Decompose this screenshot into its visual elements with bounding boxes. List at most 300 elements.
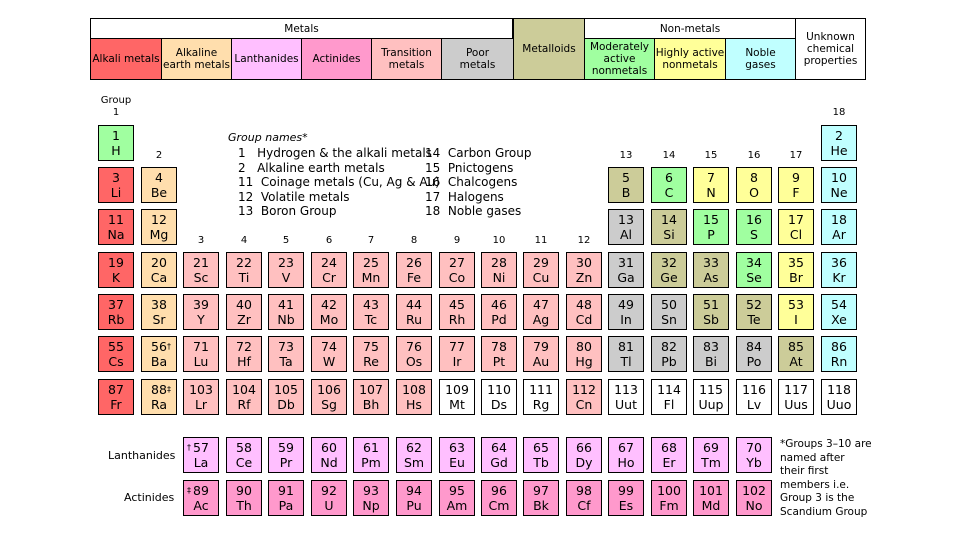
element-lr: [183, 379, 219, 415]
element-symbol: Tc: [364, 312, 378, 327]
element-symbol: Ba: [150, 354, 168, 369]
element-symbol: Ho: [617, 455, 635, 470]
group-name-entry: 12 Volatile metals: [238, 189, 350, 204]
group-name-entry: 13 Boron Group: [238, 204, 337, 218]
element-fm: [651, 480, 687, 516]
legend-unknown: [795, 18, 866, 80]
element-bk: [523, 480, 559, 516]
atomic-number: 37: [108, 297, 124, 312]
group-number-13: 13: [619, 150, 633, 161]
element-db: [268, 379, 304, 415]
element-as: [693, 252, 729, 288]
legend-highly-active-nonmetals: [654, 38, 726, 80]
element-symbol: Br: [789, 270, 803, 285]
element-symbol: Pm: [361, 455, 381, 470]
element-cl: [778, 209, 814, 245]
element-v: [268, 252, 304, 288]
atomic-number: 10: [831, 170, 847, 185]
atomic-number: 63: [449, 440, 465, 455]
element-fr: [98, 379, 134, 415]
element-symbol: Li: [110, 185, 122, 200]
atomic-number: 95: [449, 483, 465, 498]
element-sg: [311, 379, 347, 415]
element-symbol: Ce: [235, 455, 253, 470]
element-symbol: Uup: [698, 397, 724, 412]
atomic-number: 108: [402, 382, 426, 397]
element-zn: [566, 252, 602, 288]
element-symbol: Bk: [533, 498, 549, 513]
atomic-number: 48: [576, 297, 592, 312]
atomic-number: 104: [232, 382, 256, 397]
atomic-number: 12: [151, 212, 167, 227]
element-f: [778, 167, 814, 203]
atomic-number: 59: [278, 440, 294, 455]
element-symbol: Am: [446, 498, 468, 513]
legend-modnon-label: Moderately active nonmetals: [589, 41, 650, 77]
legend-metals-title: Metals: [284, 22, 319, 35]
legend-lanthanides-label: Lanthanides: [234, 53, 299, 65]
legend-lanthanides: [231, 38, 302, 80]
atomic-number: 98: [576, 483, 592, 498]
element-ge: [651, 252, 687, 288]
element-symbol: K: [111, 270, 121, 285]
atomic-number: 13: [618, 212, 634, 227]
element-symbol: At: [789, 354, 803, 369]
actinides-row-label: Actinides: [124, 491, 175, 504]
legend-alkali: [90, 38, 162, 80]
atomic-number: 7: [707, 170, 715, 185]
element-symbol: Ra: [150, 397, 168, 412]
element-tm: [693, 437, 729, 473]
legend-highnon-label: Highly active nonmetals: [655, 47, 725, 71]
atomic-number: 18: [831, 212, 847, 227]
atomic-number: 68: [661, 440, 677, 455]
element-in: [608, 294, 644, 330]
element-symbol: Ta: [279, 354, 293, 369]
element-symbol: Uut: [615, 397, 637, 412]
element-os: [396, 336, 432, 372]
element-symbol: I: [794, 312, 798, 327]
element-symbol: Cs: [108, 354, 124, 369]
element-symbol: Ti: [238, 270, 250, 285]
footnote: *Groups 3–10 are named after their first members i.e. Group 3 is the Scandium Group: [780, 438, 872, 518]
element-bi: [693, 336, 729, 372]
atomic-number: 71: [193, 339, 209, 354]
atomic-number: 109: [445, 382, 469, 397]
element-symbol: Rn: [830, 354, 848, 369]
atomic-number: 17: [788, 212, 804, 227]
legend-poor: [441, 38, 514, 80]
atomic-number: 91: [278, 483, 294, 498]
atomic-number: 117: [784, 382, 808, 397]
atomic-number: 76: [406, 339, 422, 354]
atomic-number: 90: [236, 483, 252, 498]
element-ti: [226, 252, 262, 288]
element-pr: [268, 437, 304, 473]
group-number-4: 4: [240, 235, 248, 246]
element-symbol: Ir: [452, 354, 462, 369]
atomic-number: 103: [189, 382, 213, 397]
group-number-3: 3: [197, 235, 205, 246]
group-name-entry: 14 Carbon Group: [425, 146, 532, 160]
atomic-number: 8: [750, 170, 758, 185]
atomic-number: 75: [363, 339, 379, 354]
element-cf: [566, 480, 602, 516]
atomic-number: 58: [236, 440, 252, 455]
element-symbol: Xe: [831, 312, 847, 327]
element-cr: [311, 252, 347, 288]
element-cd: [566, 294, 602, 330]
element-b: [608, 167, 644, 203]
atomic-number: 19: [108, 255, 124, 270]
group-number-5: 5: [282, 235, 290, 246]
legend-alkali-label: Alkali metals: [92, 53, 160, 65]
atomic-number: 82: [661, 339, 677, 354]
legend-unknown-label: Unknown chemical properties: [803, 31, 858, 67]
element-am: [439, 480, 475, 516]
atomic-number: 24: [321, 255, 337, 270]
element-u: [311, 480, 347, 516]
atomic-number: 2: [835, 128, 843, 143]
group-number-9: 9: [453, 235, 461, 246]
element-symbol: U: [324, 498, 334, 513]
element-symbol: Hf: [237, 354, 251, 369]
element-lu: [183, 336, 219, 372]
group-number-15: 15: [704, 150, 718, 161]
element-symbol: Nd: [320, 455, 338, 470]
footnote-marker: †: [167, 342, 171, 351]
element-symbol: Rb: [107, 312, 125, 327]
atomic-number: 45: [449, 297, 465, 312]
element-re: [353, 336, 389, 372]
atomic-number: 80: [576, 339, 592, 354]
atomic-number: 33: [703, 255, 719, 270]
atomic-number: 26: [406, 255, 422, 270]
footnote-marker: ‡: [187, 486, 191, 495]
atomic-number: 21: [193, 255, 209, 270]
element-eu: [439, 437, 475, 473]
atomic-number: 49: [618, 297, 634, 312]
element-symbol: Lu: [193, 354, 209, 369]
element-symbol: Tl: [620, 354, 632, 369]
element-symbol: N: [706, 185, 716, 200]
element-symbol: Rg: [532, 397, 550, 412]
element-ru: [396, 294, 432, 330]
atomic-number: 107: [359, 382, 383, 397]
atomic-number: 30: [576, 255, 592, 270]
element-symbol: Ds: [490, 397, 508, 412]
element-at: [778, 336, 814, 372]
element-w: [311, 336, 347, 372]
atomic-number: 56: [151, 339, 167, 354]
element-symbol: Kr: [832, 270, 846, 285]
legend-noble-label: Noble gases: [745, 47, 776, 71]
atomic-number: 1: [112, 128, 120, 143]
element-mn: [353, 252, 389, 288]
legend-nonmetals-header: [584, 18, 796, 39]
element-hf: [226, 336, 262, 372]
element-fl: [651, 379, 687, 415]
atomic-number: 86: [831, 339, 847, 354]
element-symbol: La: [193, 455, 209, 470]
element-symbol: Cf: [577, 498, 591, 513]
element-uus: [778, 379, 814, 415]
element-au: [523, 336, 559, 372]
atomic-number: 47: [533, 297, 549, 312]
element-symbol: Uuo: [826, 397, 852, 412]
element-be: [141, 167, 177, 203]
atomic-number: 53: [788, 297, 804, 312]
element-symbol: Cm: [488, 498, 510, 513]
atomic-number: 50: [661, 297, 677, 312]
element-hg: [566, 336, 602, 372]
element-symbol: Be: [150, 185, 168, 200]
atomic-number: 78: [491, 339, 507, 354]
atomic-number: 99: [618, 483, 634, 498]
element-symbol: V: [281, 270, 291, 285]
atomic-number: 70: [746, 440, 762, 455]
legend-actinides: [301, 38, 372, 80]
element-cm: [481, 480, 517, 516]
element-symbol: Sb: [703, 312, 719, 327]
group-number-6: 6: [325, 235, 333, 246]
element-symbol: Sc: [193, 270, 209, 285]
atomic-number: 93: [363, 483, 379, 498]
element-se: [736, 252, 772, 288]
legend-metalloids-label: Metalloids: [522, 43, 576, 55]
element-symbol: Cr: [322, 270, 336, 285]
legend-transition-label: Transition metals: [381, 47, 432, 71]
atomic-number: 85: [788, 339, 804, 354]
element-symbol: Hs: [406, 397, 422, 412]
legend-nonmetals-title: Non-metals: [659, 22, 721, 35]
element-symbol: Au: [532, 354, 550, 369]
element-xe: [821, 294, 857, 330]
atomic-number: 57: [193, 440, 209, 455]
footnote-marker: ‡: [167, 385, 171, 394]
atomic-number: 14: [661, 212, 677, 227]
atomic-number: 6: [665, 170, 673, 185]
element-symbol: In: [620, 312, 632, 327]
element-sn: [651, 294, 687, 330]
element-symbol: Eu: [449, 455, 465, 470]
atomic-number: 31: [618, 255, 634, 270]
element-symbol: Bi: [704, 354, 718, 369]
group-name-entry: 15 Pnictogens: [425, 160, 514, 175]
element-symbol: H: [111, 143, 121, 158]
footnote-marker: †: [187, 443, 191, 452]
element-symbol: Tm: [701, 455, 721, 470]
element-y: [183, 294, 219, 330]
element-symbol: Re: [363, 354, 379, 369]
element-symbol: Er: [662, 455, 676, 470]
element-ga: [608, 252, 644, 288]
atomic-number: 79: [533, 339, 549, 354]
atomic-number: 39: [193, 297, 209, 312]
element-symbol: Sg: [321, 397, 337, 412]
atomic-number: 73: [278, 339, 294, 354]
element-tb: [523, 437, 559, 473]
atomic-number: 43: [363, 297, 379, 312]
atomic-number: 77: [449, 339, 465, 354]
element-symbol: Bh: [362, 397, 380, 412]
element-symbol: Ac: [193, 498, 209, 513]
element-symbol: Fl: [663, 397, 675, 412]
atomic-number: 81: [618, 339, 634, 354]
element-pa: [268, 480, 304, 516]
element-symbol: Mo: [319, 312, 339, 327]
atomic-number: 54: [831, 297, 847, 312]
element-lv: [736, 379, 772, 415]
atomic-number: 9: [792, 170, 800, 185]
atomic-number: 46: [491, 297, 507, 312]
element-mg: [141, 209, 177, 245]
atomic-number: 52: [746, 297, 762, 312]
element-symbol: Ca: [150, 270, 168, 285]
element-p: [693, 209, 729, 245]
element-symbol: Te: [747, 312, 761, 327]
element-symbol: O: [749, 185, 759, 200]
group-name-entry: 18 Noble gases: [425, 204, 522, 218]
element-symbol: Hg: [575, 354, 593, 369]
element-pt: [481, 336, 517, 372]
element-fe: [396, 252, 432, 288]
atomic-number: 35: [788, 255, 804, 270]
element-symbol: Nb: [277, 312, 295, 327]
element-ac: [183, 480, 219, 516]
atomic-number: 101: [699, 483, 723, 498]
element-sr: [141, 294, 177, 330]
element-k: [98, 252, 134, 288]
element-cs: [98, 336, 134, 372]
atomic-number: 3: [112, 170, 120, 185]
element-br: [778, 252, 814, 288]
element-symbol: Yb: [746, 455, 762, 470]
element-symbol: Mn: [361, 270, 381, 285]
atomic-number: 32: [661, 255, 677, 270]
atomic-number: 60: [321, 440, 337, 455]
atomic-number: 16: [746, 212, 762, 227]
legend-poor-label: Poor metals: [459, 47, 496, 71]
element-symbol: Na: [107, 227, 125, 242]
element-symbol: Ru: [405, 312, 423, 327]
atomic-number: 23: [278, 255, 294, 270]
element-co: [439, 252, 475, 288]
atomic-number: 28: [491, 255, 507, 270]
element-symbol: S: [750, 227, 758, 242]
element-ra: [141, 379, 177, 415]
element-symbol: Np: [362, 498, 380, 513]
atomic-number: 106: [317, 382, 341, 397]
element-symbol: Co: [448, 270, 466, 285]
element-nb: [268, 294, 304, 330]
atomic-number: 72: [236, 339, 252, 354]
atomic-number: 11: [108, 212, 124, 227]
element-symbol: Zn: [575, 270, 593, 285]
element-pm: [353, 437, 389, 473]
element-symbol: Pa: [278, 498, 294, 513]
element-symbol: Db: [277, 397, 295, 412]
atomic-number: 100: [657, 483, 681, 498]
atomic-number: 22: [236, 255, 252, 270]
element-symbol: Fr: [110, 397, 122, 412]
atomic-number: 40: [236, 297, 252, 312]
element-dy: [566, 437, 602, 473]
element-tc: [353, 294, 389, 330]
element-symbol: Ni: [492, 270, 506, 285]
group-names-title: Group names*: [228, 131, 308, 144]
atomic-number: 36: [831, 255, 847, 270]
atomic-number: 102: [742, 483, 766, 498]
element-symbol: Fe: [406, 270, 422, 285]
element-symbol: Cn: [575, 397, 593, 412]
atomic-number: 87: [108, 382, 124, 397]
element-er: [651, 437, 687, 473]
element-symbol: Ar: [832, 227, 846, 242]
element-symbol: Th: [236, 498, 252, 513]
atomic-number: 44: [406, 297, 422, 312]
element-sc: [183, 252, 219, 288]
element-es: [608, 480, 644, 516]
element-rh: [439, 294, 475, 330]
element-sm: [396, 437, 432, 473]
group-number-7: 7: [367, 235, 375, 246]
element-uup: [693, 379, 729, 415]
element-no: [736, 480, 772, 516]
atomic-number: 67: [618, 440, 634, 455]
element-ne: [821, 167, 857, 203]
legend-actinides-label: Actinides: [312, 53, 361, 65]
atomic-number: 20: [151, 255, 167, 270]
atomic-number: 96: [491, 483, 507, 498]
atomic-number: 88: [151, 382, 167, 397]
atomic-number: 84: [746, 339, 762, 354]
atomic-number: 83: [703, 339, 719, 354]
element-mt: [439, 379, 475, 415]
atomic-number: 55: [108, 339, 124, 354]
element-symbol: Pu: [406, 498, 422, 513]
element-symbol: Dy: [575, 455, 593, 470]
atomic-number: 15: [703, 212, 719, 227]
atomic-number: 114: [657, 382, 681, 397]
element-h: [98, 125, 134, 161]
legend-alkaline-label: Alkaline earth metals: [163, 47, 230, 71]
group-name-entry: 2 Alkaline earth metals: [238, 160, 385, 175]
element-na: [98, 209, 134, 245]
element-symbol: Pb: [661, 354, 677, 369]
atomic-number: 105: [274, 382, 298, 397]
legend-metals-header: [90, 18, 513, 39]
element-tl: [608, 336, 644, 372]
element-sb: [693, 294, 729, 330]
element-cu: [523, 252, 559, 288]
atomic-number: 34: [746, 255, 762, 270]
atomic-number: 66: [576, 440, 592, 455]
element-symbol: Uus: [784, 397, 808, 412]
element-symbol: Po: [746, 354, 762, 369]
element-si: [651, 209, 687, 245]
element-ba: [141, 336, 177, 372]
atomic-number: 29: [533, 255, 549, 270]
atomic-number: 25: [363, 255, 379, 270]
atomic-number: 118: [827, 382, 851, 397]
element-o: [736, 167, 772, 203]
legend-noble-gases: [725, 38, 796, 80]
element-symbol: Ag: [532, 312, 550, 327]
element-te: [736, 294, 772, 330]
atomic-number: 92: [321, 483, 337, 498]
atomic-number: 61: [363, 440, 379, 455]
